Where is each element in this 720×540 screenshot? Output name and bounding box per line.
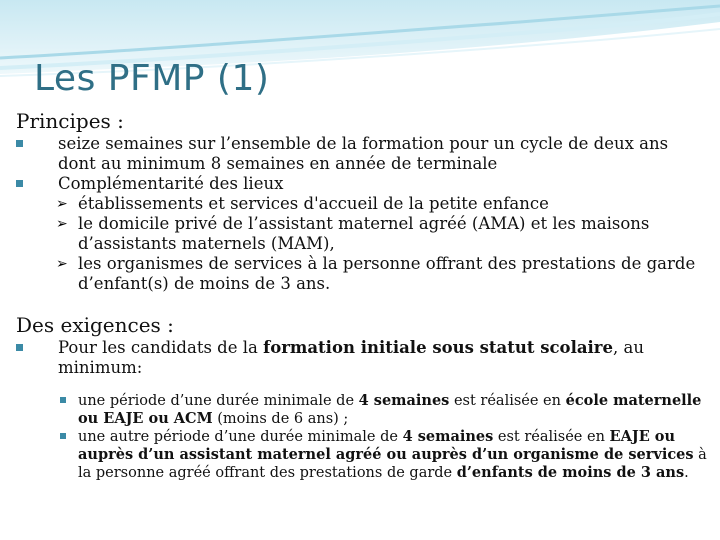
exigences-list: [16, 338, 711, 482]
slide-title: Les PFMP (1): [34, 58, 270, 99]
list-item: une période d’une durée minimale de 4 semaines est réalisée en école maternelle ou EAJE ou ACM (moins de 6 ans) ;: [16, 392, 711, 428]
list-item: Pour les candidats de la formation initiale sous statut scolaire, au minimum: une période d’une durée minimale de 4 semaines est réalisée en école maternelle ou EAJE ou ACM (moins de 6 ans) ; une autre période d’une durée minimale de 4 semaines est réalisée en EAJE ou auprès d’un assistant maternel agréé ou auprès d’un organisme de services à la personne agréé offrant des prestations de garde d’enfants de moins de 3 ans.: [16, 338, 711, 482]
list-item: seize semaines sur l’ensemble de la formation pour un cycle de deux ans dont au minimum 8 semaines en année de terminale: [16, 134, 711, 174]
exigences-heading: Des exigences :: [16, 313, 174, 337]
lieux-sublist: [16, 194, 711, 294]
principes-heading: Principes :: [16, 109, 124, 133]
principes-list: [16, 134, 711, 294]
list-item: ➢ établissements et services d'accueil de la petite enfance: [16, 194, 711, 214]
slide-content: [16, 108, 711, 482]
list-item: ➢ les organismes de services à la personne offrant des prestations de garde d’enfant(s) de moins de 3 ans.: [16, 254, 711, 294]
list-item: Complémentarité des lieux ➢ établissements et services d'accueil de la petite enfance ➢ le domicile privé de l’assistant maternel agréé (AMA) et les maisons d’assistants maternels (MAM), ➢ les organismes de services à la personne offrant des prestations de garde d’enfant(s) de moins de 3 ans.: [16, 174, 711, 294]
list-item: ➢ le domicile privé de l’assistant maternel agréé (AMA) et les maisons d’assistants maternels (MAM),: [16, 214, 711, 254]
list-item: une autre période d’une durée minimale de 4 semaines est réalisée en EAJE ou auprès d’un assistant maternel agréé ou auprès d’un organisme de services à la personne agréé offrant des prestations de garde d’enfants de moins de 3 ans.: [16, 428, 711, 482]
exigences-sublist: [16, 392, 711, 482]
